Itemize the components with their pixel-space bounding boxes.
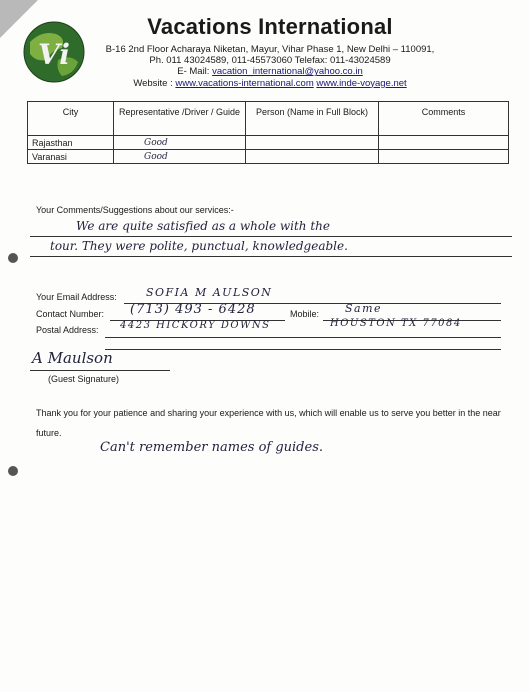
punch-hole (8, 253, 18, 263)
handwritten-comment-1: We are quite satisfied as a whole with the (76, 219, 330, 233)
website-link-2[interactable]: www.inde-voyage.net (316, 77, 407, 89)
logo-text: Vi (38, 38, 70, 71)
header-person: Person (Name in Full Block) (246, 102, 379, 136)
header-city: City (28, 102, 114, 136)
postal-value-street: 4423 HICKORY DOWNS (120, 320, 271, 331)
closing-message: Thank you for your patience and sharing your experience with us, which will enable us to serve you better in the near future. (36, 408, 501, 438)
globe-logo-icon (22, 20, 86, 84)
website-link-1[interactable]: www.vacations-international.com (175, 77, 314, 89)
mobile-label: Mobile: (290, 309, 320, 319)
company-name: Vacations International (147, 14, 393, 39)
cell-comments (379, 150, 509, 164)
postal-line-2 (105, 349, 501, 350)
cell-city: Varanasi (28, 150, 114, 164)
cell-person (246, 136, 379, 150)
address-line-2: Ph. 011 43024589, 011-45573060 Telefax: 011-43024589 (149, 55, 391, 67)
company-address (90, 44, 450, 89)
header-representative: Representative /Driver / Guide (114, 102, 246, 136)
feedback-table (27, 101, 509, 164)
table-row (28, 136, 509, 150)
comments-label: Your Comments/Suggestions about our services:- (36, 205, 234, 215)
cell-comments (379, 136, 509, 150)
header-comments: Comments (379, 102, 509, 136)
handwritten-comment-2: tour. They were polite, punctual, knowledgeable. (50, 239, 348, 253)
contact-number-value: (713) 493 - 6428 (130, 302, 256, 317)
signature-label: (Guest Signature) (48, 374, 120, 384)
punch-hole (8, 466, 18, 476)
company-email-link[interactable]: vacation_international@yahoo.co.in (212, 66, 363, 78)
email-address-label: Your Email Address: (36, 292, 117, 302)
cell-representative: Good (114, 150, 246, 164)
comment-line-2 (30, 256, 512, 257)
address-line-1: B-16 2nd Floor Acharaya Niketan, Mayur, Vihar Phase 1, New Delhi – 110091, (105, 44, 435, 55)
postal-value-city: HOUSTON TX 77084 (330, 318, 462, 329)
email-value: SOFIA M AULSON (146, 286, 273, 299)
signature-line (30, 370, 170, 371)
comment-line-1 (30, 236, 512, 237)
table-row (28, 150, 509, 164)
cell-person (246, 150, 379, 164)
mobile-value: Same (345, 302, 383, 315)
cell-representative: Good (114, 136, 246, 150)
cell-city: Rajasthan (28, 136, 114, 150)
website-label: Website : (133, 77, 173, 89)
email-label: E- Mail: (177, 66, 210, 78)
postal-address-label: Postal Address: (36, 325, 99, 335)
handwritten-note: Can't remember names of guides. (100, 440, 324, 455)
guest-signature: A Maulson (32, 349, 113, 367)
postal-line-1 (105, 337, 501, 338)
contact-number-label: Contact Number: (36, 309, 105, 319)
